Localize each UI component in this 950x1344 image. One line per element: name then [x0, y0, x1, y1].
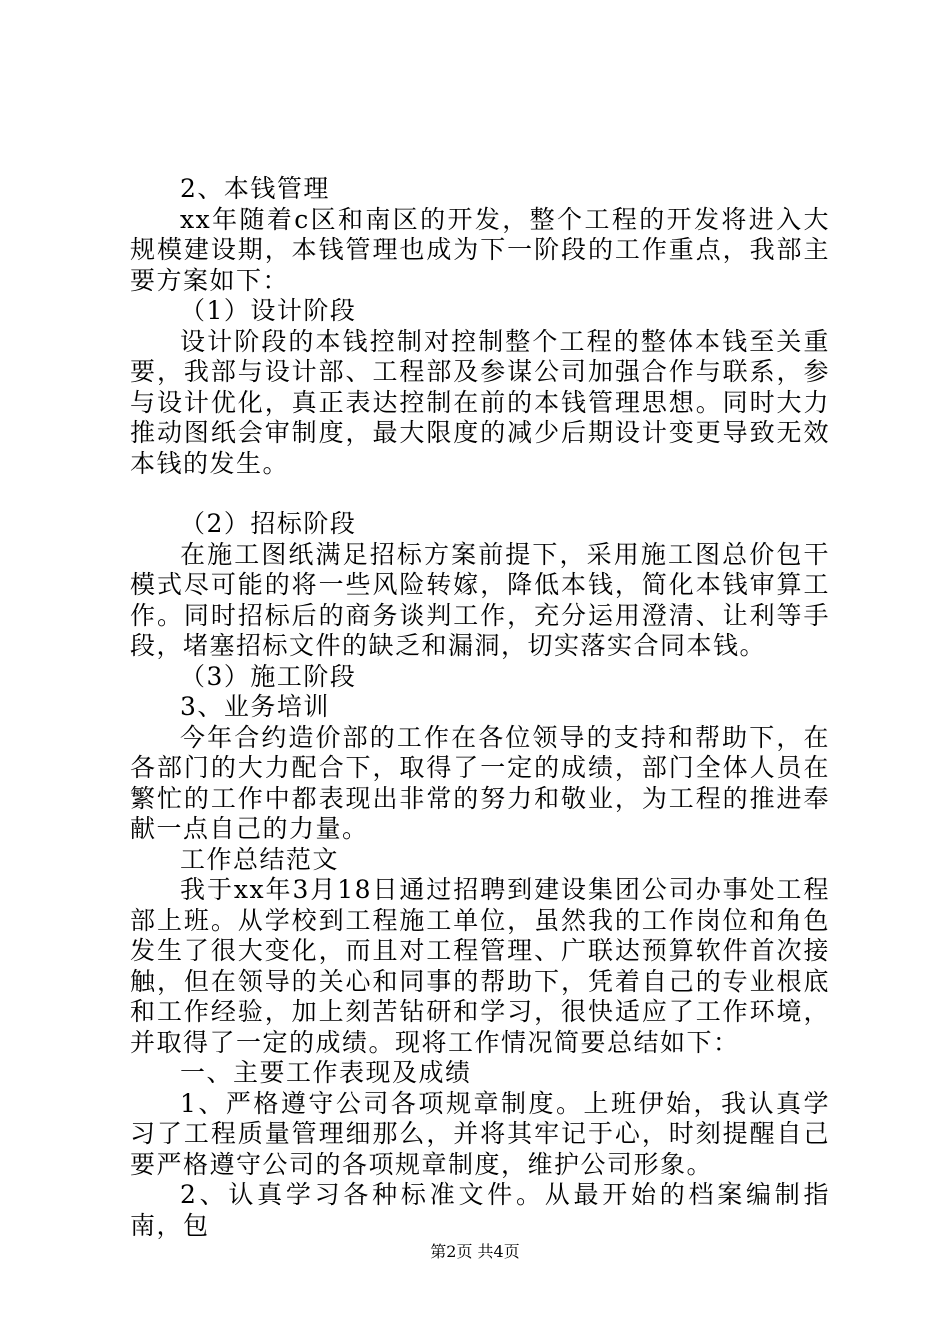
section-heading-summary: 工作总结范文 — [180, 844, 340, 874]
paragraph: 2、认真学习各种标准文件。从最开始的档案编制指南，包 — [130, 1180, 830, 1240]
page-number-footer: 第2页 共4页 — [430, 1242, 520, 1261]
paragraph: 在施工图纸满足招标方案前提下，采用施工图总价包干模式尽可能的将一些风险转嫁，降低本钱，简化本钱审算工作。同时招标后的商务谈判工作，充分运用澄清、让利等手段，堵塞招标文件的缺乏和漏洞，切实落实合同本钱。 — [130, 539, 830, 660]
document-body — [130, 174, 830, 1241]
subheading-design-stage: （1）设计阶段 — [180, 296, 357, 325]
paragraph: 今年合约造价部的工作在各位领导的支持和帮助下，在各部门的大力配合下，取得了一定的成绩，部门全体人员在繁忙的工作中都表现出非常的努力和敬业，为工程的推进奉献一点自己的力量。 — [130, 722, 830, 843]
paragraph: 设计阶段的本钱控制对控制整个工程的整体本钱至关重要，我部与设计部、工程部及参谋公司加强合作与联系，参与设计优化，真正表达控制在前的本钱管理思想。同时大力推动图纸会审制度，最大限度的减少后期设计变更导致无效本钱的发生。 — [130, 326, 830, 478]
paragraph: 我于xx年3月18日通过招聘到建设集团公司办事处工程部上班。从学校到工程施工单位，虽然我的工作岗位和角色发生了很大变化，而且对工程管理、广联达预算软件首次接触，但在领导的关心和同事的帮助下，凭着自己的专业根底和工作经验，加上刻苦钻研和学习，很快适应了工作环境，并取得了一定的成绩。现将工作情况简要总结如下： — [130, 875, 830, 1057]
section-heading-main-work: 一、主要工作表现及成绩 — [180, 1058, 472, 1087]
paragraph: 1、严格遵守公司各项规章制度。上班伊始，我认真学习了工程质量管理细那么，并将其牢记于心，时刻提醒自己要严格遵守公司的各项规章制度，维护公司形象。 — [130, 1088, 830, 1179]
paragraph: xx年随着c区和南区的开发，整个工程的开发将进入大规模建设期，本钱管理也成为下一阶段的工作重点，我部主要方案如下： — [130, 204, 830, 295]
subheading-bidding-stage: （2）招标阶段 — [180, 509, 357, 538]
paragraph-spacer — [130, 479, 830, 509]
subheading-construction-stage: （3）施工阶段 — [180, 661, 357, 691]
section-heading-training: 3、业务培训 — [180, 692, 330, 721]
section-heading-cost-management: 2、本钱管理 — [180, 174, 330, 203]
